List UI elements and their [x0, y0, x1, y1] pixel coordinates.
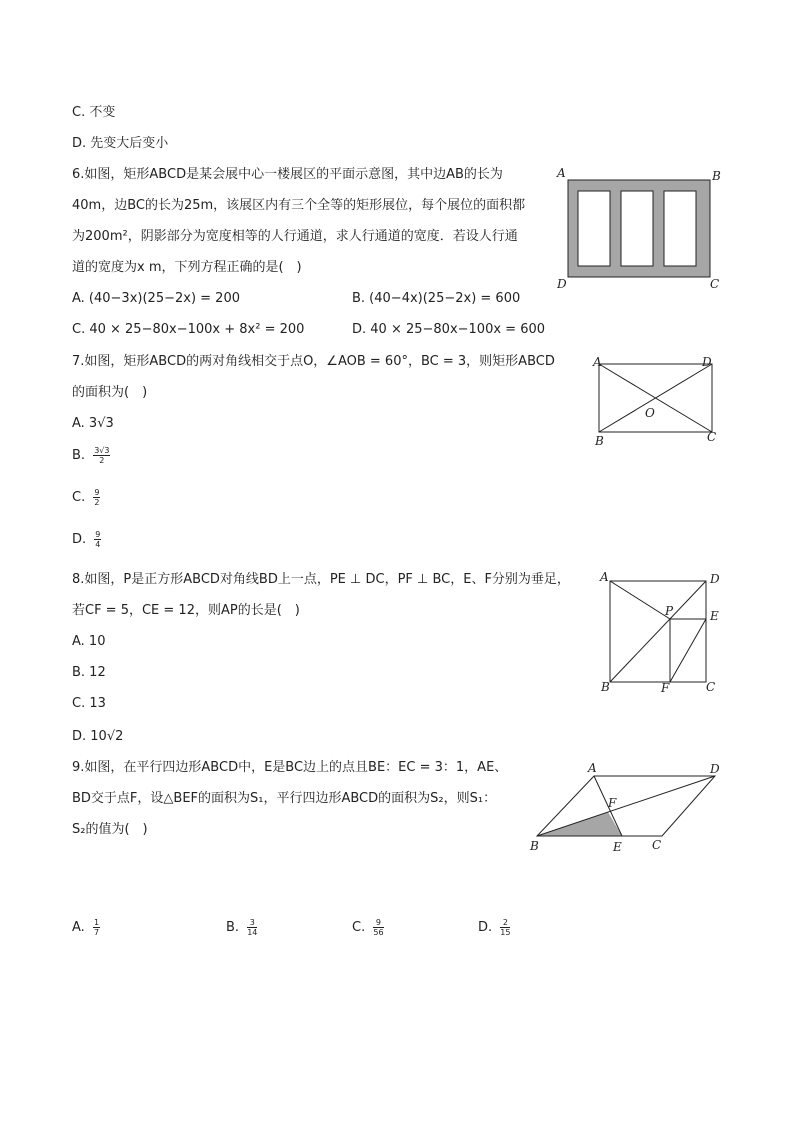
q7-option-c-label: C.: [72, 490, 86, 505]
q9-label-c: C: [652, 838, 662, 852]
q9-option-b-fraction: [247, 918, 257, 937]
q6-booth-2: [621, 191, 653, 266]
q7-option-d: [72, 530, 101, 549]
q6-figure: [550, 164, 730, 294]
q8-stem-line2: 若CF = 5，CE = 12，则AP的长是( ): [72, 603, 300, 618]
q8-label-a: A: [600, 570, 609, 584]
q9-label-b: B: [530, 839, 539, 853]
q7-option-b: [72, 446, 110, 465]
q6-option-d: D. 40 × 25−80x−100x = 600: [352, 322, 546, 337]
q6-stem-line3: 为200m²，阴影部分为宽度相等的人行通道，求人行通道的宽度．若设人行通: [72, 229, 518, 244]
q9-label-f: F: [608, 796, 617, 810]
q7-b-denominator: 2: [99, 456, 105, 465]
q6-stem-line2: 40m，边BC的长为25m，该展区内有三个全等的矩形展位，每个展位的面积都: [72, 198, 526, 213]
q6-label-a: A: [557, 166, 566, 180]
q9-a-denominator: 7: [93, 928, 100, 937]
q8-option-d: D. 10√2: [72, 729, 124, 744]
q7-label-d: D: [702, 355, 712, 369]
q8-diagonal-bd: [610, 581, 706, 682]
q6-booth-1: [578, 191, 610, 266]
q8-figure: [596, 570, 730, 700]
q9-option-a: [72, 918, 100, 937]
q9-option-c-fraction: [373, 918, 383, 937]
q9-c-numerator: 9: [373, 918, 383, 928]
q5-option-c: C. 不变: [72, 105, 116, 120]
q6-stem-line1: 6.如图，矩形ABCD是某会展中心一楼展区的平面示意图，其中边AB的长为: [72, 167, 503, 182]
q6-option-a: A. (40−3x)(25−2x) = 200: [72, 291, 240, 306]
q9-shaded-triangle-bef: [537, 812, 622, 836]
q6-label-c: C: [710, 277, 720, 291]
q6-option-c: C. 40 × 25−80x−100x + 8x² = 200: [72, 322, 305, 337]
q9-option-b: [226, 918, 257, 937]
q7-stem-line2: 的面积为( ): [72, 385, 148, 400]
q7-d-numerator: 9: [95, 530, 101, 539]
q8-segment-ef: [670, 619, 706, 682]
q8-option-b: B. 12: [72, 665, 106, 680]
q8-stem-line1: 8.如图，P是正方形ABCD对角线BD上一点，PE ⊥ DC，PF ⊥ BC，E、F分别为垂足，: [72, 572, 570, 587]
q9-b-numerator: 3: [247, 918, 257, 928]
q8-option-c: C. 13: [72, 696, 106, 711]
q9-stem-line1: 9.如图，在平行四边形ABCD中，E是BC边上的点且BE：EC = 3：1，AE、: [72, 760, 508, 775]
q6-option-b: B. (40−4x)(25−2x) = 600: [352, 291, 521, 306]
q9-label-a: A: [588, 761, 597, 775]
q9-figure: [522, 756, 730, 856]
q9-option-d-label: D.: [478, 920, 493, 935]
q9-label-d: D: [710, 762, 720, 776]
q7-option-b-label: B.: [72, 448, 86, 463]
q6-label-d: D: [557, 277, 567, 291]
q7-label-a: A: [593, 355, 602, 369]
q9-option-a-fraction: [93, 918, 100, 937]
q8-option-a: A. 10: [72, 634, 106, 649]
q7-option-d-label: D.: [72, 532, 87, 547]
q9-a-numerator: 1: [93, 918, 100, 927]
q8-label-p: P: [665, 604, 674, 618]
q8-label-f: F: [661, 681, 670, 695]
q9-d-numerator: 2: [500, 918, 510, 928]
q9-b-denominator: 14: [247, 928, 258, 937]
q5-option-d: D. 先变大后变小: [72, 136, 169, 151]
q8-label-c: C: [706, 680, 716, 694]
q8-segment-ap: [610, 581, 670, 619]
q9-stem-line2: BD交于点F，设△BEF的面积为S₁，平行四边形ABCD的面积为S₂，则S₁：: [72, 791, 497, 806]
q7-c-denominator: 2: [94, 498, 100, 507]
q7-option-d-fraction: [94, 530, 101, 549]
q7-b-numerator: 3√3: [94, 446, 110, 455]
q7-label-o: O: [645, 406, 655, 420]
q9-label-e: E: [613, 840, 622, 854]
q6-label-b: B: [712, 169, 721, 183]
q7-stem-line1: 7.如图，矩形ABCD的两对角线相交于点O，∠AOB = 60°，BC = 3，则矩形ABCD: [72, 354, 555, 369]
q9-option-c: [352, 918, 384, 937]
q9-d-denominator: 15: [500, 928, 511, 937]
q9-option-b-label: B.: [226, 920, 240, 935]
q8-label-d: D: [710, 572, 720, 586]
q8-label-b: B: [601, 680, 610, 694]
q7-label-b: B: [595, 434, 604, 448]
q9-option-a-label: A.: [72, 920, 85, 935]
q6-stem-line4: 道的宽度为x m，下列方程正确的是( ): [72, 260, 302, 275]
q9-option-c-label: C.: [352, 920, 366, 935]
q7-label-c: C: [707, 430, 717, 444]
q9-stem-line3: S₂的值为( ): [72, 822, 148, 837]
q7-d-denominator: 4: [95, 540, 101, 549]
q7-option-c: [72, 488, 100, 507]
q7-option-b-fraction: [93, 446, 110, 465]
q7-option-a: A. 3√3: [72, 416, 114, 431]
q9-option-d: [478, 918, 510, 937]
q7-option-c-fraction: [93, 488, 100, 507]
q8-label-e: E: [710, 609, 719, 623]
q9-c-denominator: 56: [373, 928, 384, 937]
q7-figure: [584, 352, 734, 452]
q9-option-d-fraction: [500, 918, 510, 937]
q7-c-numerator: 9: [94, 488, 100, 497]
q6-booth-3: [664, 191, 696, 266]
